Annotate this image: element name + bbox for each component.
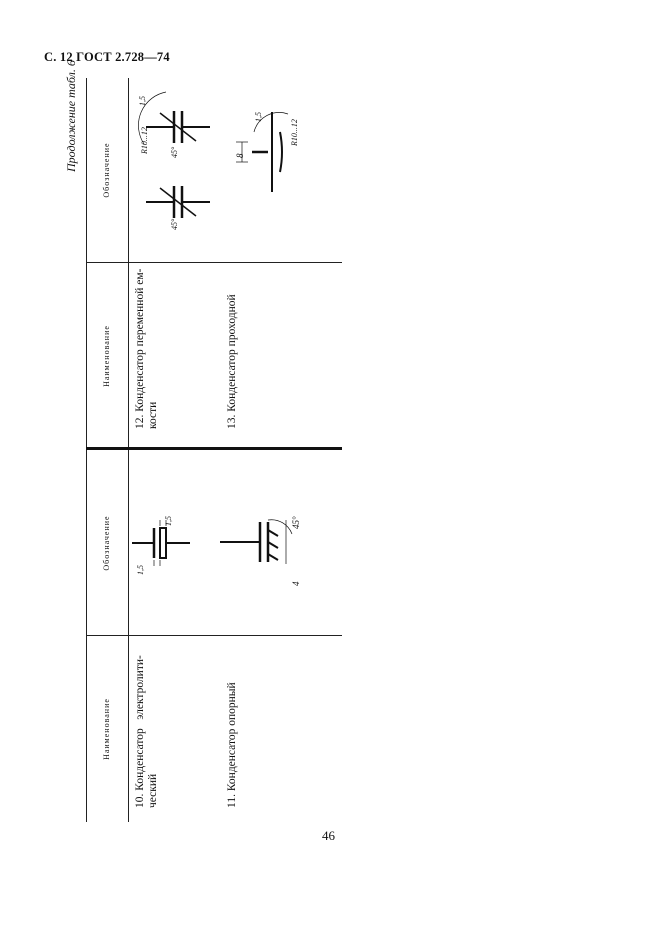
page-number: 46 <box>322 828 335 843</box>
entry-11-line1: 11. Конденсатор опорный <box>226 682 238 808</box>
separator-right-name-symbol <box>86 262 342 263</box>
column-header-name-left: Наименование <box>102 698 111 760</box>
table-header-rule <box>128 78 129 822</box>
entry-13-dim-height: 8 <box>235 153 245 158</box>
column-header-symbol-left: Обозначение <box>102 515 111 571</box>
rotated-table <box>42 60 342 822</box>
entry-11-dim-gap: 4 <box>291 581 301 586</box>
separator-left-name-symbol <box>86 635 342 636</box>
page-header: С. 12 ГОСТ 2.728—74 <box>44 50 170 64</box>
table-continuation-label: Продолжение табл. 6 <box>64 60 78 172</box>
variable-capacitor-symbol-icon <box>136 82 226 232</box>
column-header-symbol-right: Обозначение <box>102 142 111 198</box>
separator-middle-thick <box>86 447 342 450</box>
entry-10-line2: ческий <box>147 773 159 808</box>
entry-12-line2: кости <box>147 401 159 429</box>
feedthrough-capacitor-symbol-icon <box>232 102 312 202</box>
entry-13-dim-radius: R10...12 <box>290 119 299 146</box>
entry-12-dim-gap: 1,5 <box>138 96 147 106</box>
entry-11-dim-angle: 45° <box>291 516 301 529</box>
entry-13-line1: 13. Конденсатор проходной <box>226 294 238 429</box>
entry-12-dim-angle-b: 45° <box>170 146 179 158</box>
entry-10-line1: 10. Конденсатор электролити- <box>134 655 146 808</box>
entry-13-name <box>226 264 239 429</box>
table-top-rule <box>86 78 87 822</box>
entry-10-name <box>134 640 160 808</box>
entry-12-name <box>134 264 160 429</box>
entry-13-dim-gap: 1,5 <box>254 112 263 122</box>
entry-12-dim-angle-a: 45° <box>170 218 179 230</box>
entry-12-line1: 12. Конденсатор переменной ем- <box>134 268 146 429</box>
entry-10-dim-b: 1,5 <box>164 516 173 526</box>
column-header-name-right: Наименование <box>102 325 111 387</box>
entry-10-dim-a: 1,5 <box>136 565 145 575</box>
entry-11-name <box>226 640 239 808</box>
entry-12-dim-radius: R10...12 <box>140 127 149 154</box>
